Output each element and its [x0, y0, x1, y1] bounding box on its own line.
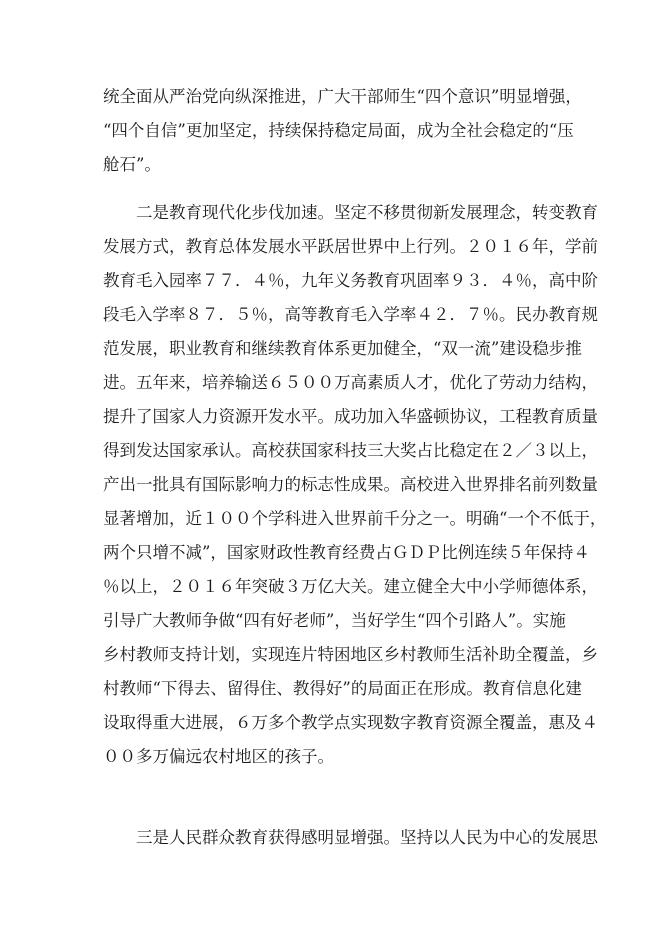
paragraph-line: 发展方式，教育总体发展水平跃居世界中上行列。２０１６年，学前 [103, 237, 598, 256]
paragraph-line: 三是人民群众教育获得感明显增强。坚持以人民为中心的发展思 [136, 828, 598, 847]
paragraph-line: ％以上，２０１６年突破３万亿大关。建立健全大中小学师德体系， [103, 577, 598, 596]
paragraph-line: 两个只增不减”，国家财政性教育经费占ＧＤＰ比例连续５年保持４ [103, 543, 590, 562]
paragraph-line: 段毛入学率８７．５％，高等教育毛入学率４２．７％。民办教育规 [103, 305, 598, 324]
paragraph-line: “四个自信”更加坚定，持续保持稳定局面，成为全社会稳定的“压 [103, 121, 574, 140]
paragraph-line: 产出一批具有国际影响力的标志性成果。高校进入世界排名前列数量 [103, 475, 598, 494]
paragraph-line: 范发展，职业教育和继续教育体系更加健全，“双一流”建设稳步推 [103, 339, 582, 358]
paragraph-line: 提升了国家人力资源开发水平。成功加入华盛顿协议，工程教育质量 [103, 407, 598, 426]
paragraph-line: ００多万偏远农村地区的孩子。 [103, 747, 334, 766]
paragraph-line: 进。五年来，培养输送６５００万高素质人才，优化了劳动力结构， [103, 373, 598, 392]
paragraph-line: 教育毛入园率７７．４％，九年义务教育巩固率９３．４％，高中阶 [103, 271, 598, 290]
paragraph-line: 引导广大教师争做“四有好老师”，当好学生“四个引路人”。实施 [103, 611, 566, 630]
paragraph-line: 村教师“下得去、留得住、教得好”的局面正在形成。教育信息化建 [103, 679, 582, 698]
paragraph-line: 得到发达国家承认。高校获国家科技三大奖占比稳定在２／３以上， [103, 441, 598, 460]
paragraph-line: 二是教育现代化步伐加速。坚定不移贯彻新发展理念，转变教育 [136, 203, 598, 222]
paragraph-line: 显著增加，近１００个学科进入世界前千分之一。明确“一个不低于， [103, 509, 607, 528]
paragraph-line: 舱石”。 [103, 155, 161, 174]
paragraph-line: 设取得重大进展，６万多个教学点实现数字教育资源全覆盖，惠及４ [103, 713, 598, 732]
paragraph-line: 统全面从严治党向纵深推进，广大干部师生“四个意识”明显增强， [103, 87, 582, 106]
paragraph-line: 乡村教师支持计划，实现连片特困地区乡村教师生活补助全覆盖，乡 [103, 645, 598, 664]
